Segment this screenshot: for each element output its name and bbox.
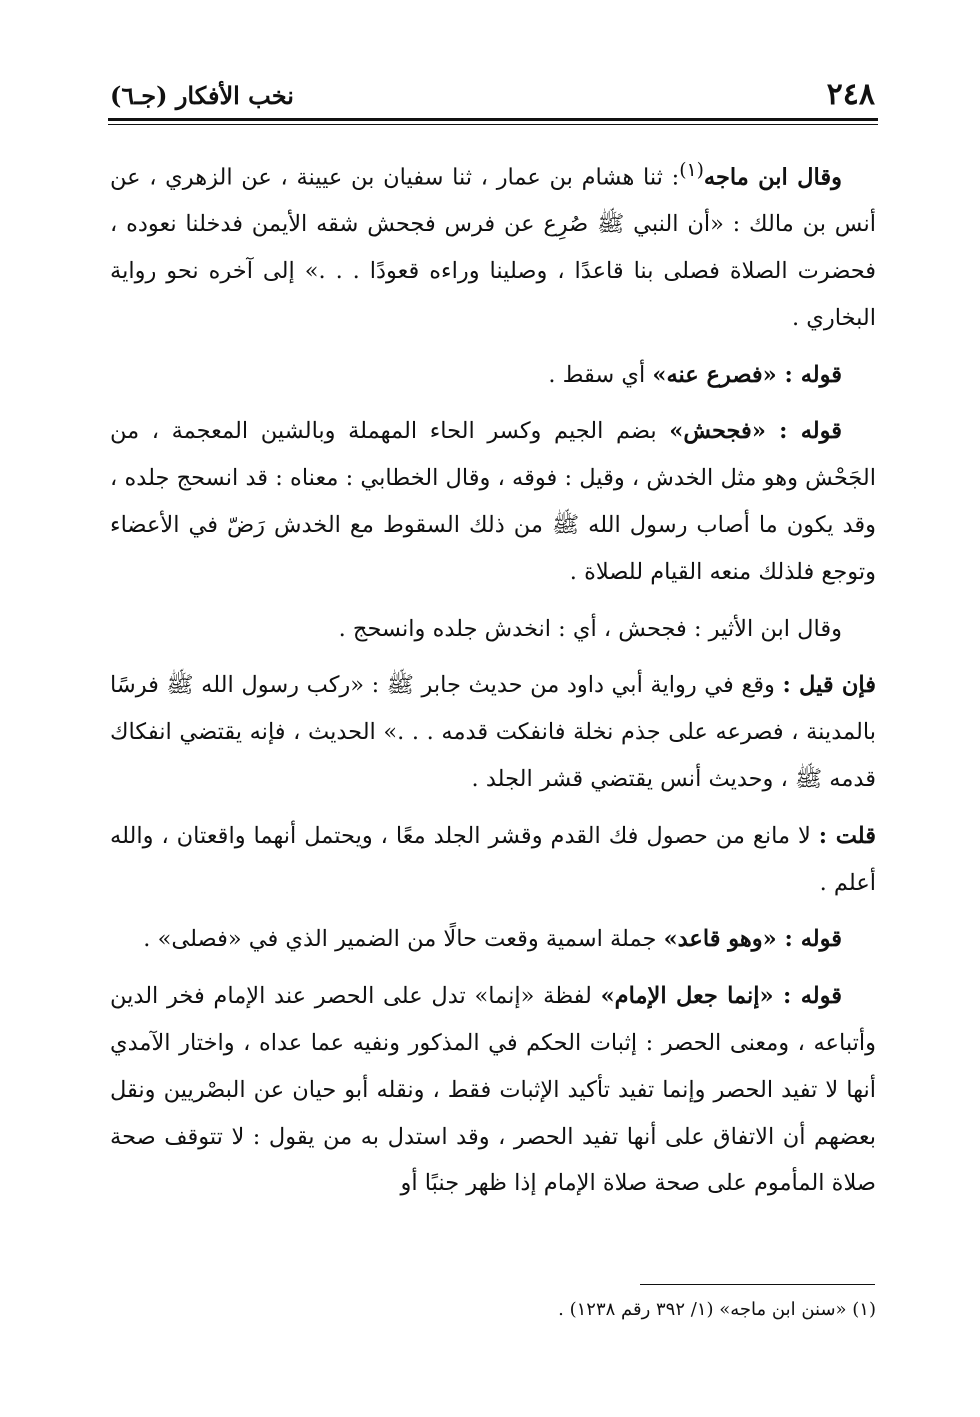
- footnote-reference: (١): [679, 160, 704, 181]
- paragraph-fajuhisha: [110, 408, 876, 595]
- main-text: [110, 148, 876, 1217]
- paragraph-lead: قوله : «فجحش»: [669, 418, 842, 445]
- paragraph-reply: [110, 813, 876, 907]
- paragraph-text: بضم الجيم وكسر الحاء المهملة وبالشين المعجمة ، من الجَحْش وهو مثل الخدش ، وقيل : فوقه ، وقال الخطابي : معناه : قد انسحج جلده ، وقد يكون ما أصاب رسول الله ﷺ من ذلك السقوط مع الخدش رَضّ في الأعضاء وتوجع فلذلك منعه القيام للصلاة .: [110, 418, 876, 585]
- paragraph-text: أي سقط .: [548, 361, 653, 388]
- paragraph-fasuri-a: [110, 352, 876, 399]
- paragraph-innama: [110, 973, 876, 1207]
- paragraph-text: جملة اسمية وقعت حالًا من الضمير الذي في «فصلى» .: [143, 926, 664, 953]
- running-header: [110, 70, 875, 118]
- header-rule-thick: [108, 118, 878, 121]
- footnote-separator: [640, 1284, 875, 1285]
- book-title: نخب الأفكار (جـ٦): [110, 81, 294, 110]
- paragraph-lead: وقال ابن ماجه: [703, 164, 842, 191]
- footnote: (١) «سنن ابن ماجه» (١/ ٣٩٢ رقم ١٢٣٨) .: [558, 1299, 876, 1320]
- paragraph-text: لفظة «إنما» تدل على الحصر عند الإمام فخر الدين وأتباعه ، ومعنى الحصر : إثبات الحكم في المذكور ونفيه عما عداه ، واختار الآمدي أنها لا تفيد الحصر وإنما تفيد تأكيد الإثبات فقط ، ونقله أبو حيان عن البصْريين ونقل بعضهم أن الاتفاق على أنها تفيد الحصر ، وقد استدل به من يقول : لا تتوقف صحة صلاة المأموم على صحة صلاة الإمام إذا ظهر جنبًا أو: [110, 983, 876, 1197]
- paragraph-lead: قوله : «فصرع عنه»: [652, 361, 842, 388]
- paragraph-lead: قوله : «إنما جعل الإمام»: [600, 983, 842, 1010]
- paragraph-ibn-al-athir: [110, 606, 876, 653]
- header-rule-thin: [108, 124, 878, 125]
- paragraph-text: : ثنا هشام بن عمار ، ثنا سفيان بن عيينة ، عن الزهري ، عن أنس بن مالك : «أن النبي ﷺ صُرِع عن فرس فجحش شقه الأيمن فدخلنا نعوده ، فحضرت الصلاة فصلى بنا قاعدًا ، وصلينا وراءه قعودًا . . .» إلى آخره نحو رواية البخاري .: [110, 164, 876, 331]
- paragraph-text: وقع في رواية أبي داود من حديث جابر ﷺ : «ركب رسول الله ﷺ فرسًا بالمدينة ، فصرعه على جذم نخلة فانفكت قدمه . . .» الحديث ، فإنه يقتضي انفكاك قدمه ﷺ ، وحديث أنس يقتضي قشر الجلد .: [110, 672, 876, 793]
- paragraph-ibn-majah: [110, 148, 876, 342]
- page-number: ٢٤٨: [826, 77, 875, 112]
- paragraph-objection: [110, 662, 876, 802]
- paragraph-text: وقال ابن الأثير : فجحش ، أي : انخدش جلده وانسحج .: [338, 615, 842, 642]
- paragraph-lead: فإن قيل :: [782, 672, 876, 699]
- paragraph-wahuwa-qaid: [110, 916, 876, 963]
- paragraph-lead: قلت :: [818, 822, 876, 849]
- paragraph-lead: قوله : «وهو قاعد»: [663, 926, 842, 953]
- paragraph-text: لا مانع من حصول فك القدم وقشر الجلد معًا ، ويحتمل أنهما واقعتان ، والله أعلم .: [110, 822, 876, 896]
